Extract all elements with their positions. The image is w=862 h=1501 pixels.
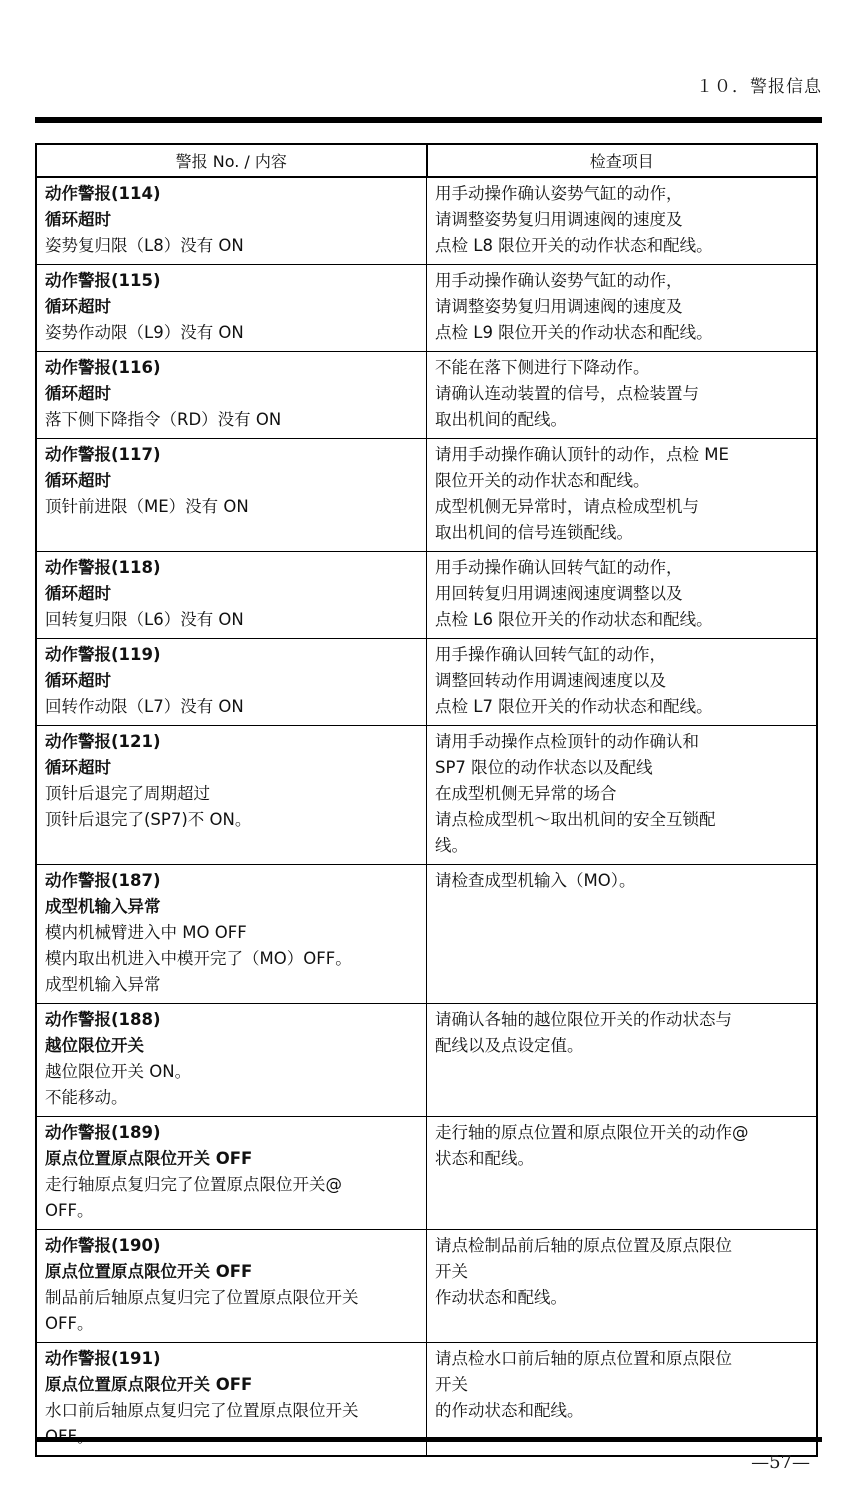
alarm-table [35, 143, 818, 1457]
alarm-content-cell [36, 552, 427, 639]
alarm-line: 循环超时 [45, 210, 111, 229]
alarm-content-cell [36, 1004, 427, 1117]
alarm-line: 回转作动限（L7）没有 ON [45, 697, 244, 716]
check-items-cell [427, 639, 818, 726]
alarm-line: 成型机输入异常 [45, 897, 161, 916]
table-row [36, 177, 817, 265]
header-row [36, 144, 817, 177]
alarm-line: 模内机械臂进入中 MO OFF [45, 923, 247, 942]
check-line: 请用手动操作确认顶针的动作，点检 ME [435, 445, 729, 464]
table-row [36, 639, 817, 726]
table-row [36, 1230, 817, 1343]
check-line: 成型机侧无异常时，请点检成型机与 [435, 497, 699, 516]
alarm-line: 动作警报(118) [45, 558, 161, 577]
alarm-content-cell [36, 177, 427, 265]
check-line: 开关 [435, 1262, 468, 1281]
footer-rule [35, 1437, 822, 1442]
alarm-line: 动作警报(189) [45, 1123, 161, 1142]
alarm-line: 动作警报(190) [45, 1236, 161, 1255]
check-items-cell [427, 439, 818, 552]
header-rule [35, 117, 822, 123]
column-header-alarm-no: 警报 No. / 内容 [36, 144, 427, 177]
check-line: 取出机间的信号连锁配线。 [435, 523, 633, 542]
alarm-line: 姿势复归限（L8）没有 ON [45, 236, 244, 255]
alarm-line: 回转复归限（L6）没有 ON [45, 610, 244, 629]
alarm-line: 动作警报(188) [45, 1010, 161, 1029]
check-line: 请检查成型机输入（MO）。 [435, 871, 636, 890]
alarm-line: 原点位置原点限位开关 OFF [45, 1262, 253, 1281]
check-line: 配线以及点设定值。 [435, 1036, 584, 1055]
alarm-line: 姿势作动限（L9）没有 ON [45, 323, 244, 342]
table-row [36, 352, 817, 439]
check-line: 限位开关的动作状态和配线。 [435, 471, 650, 490]
alarm-line: 动作警报(121) [45, 732, 161, 751]
alarm-line: 顶针后退完了周期超过 [45, 784, 210, 803]
table-row [36, 265, 817, 352]
check-line: 用手动操作确认姿势气缸的动作， [435, 184, 683, 203]
check-items-cell [427, 552, 818, 639]
alarm-line: 成型机输入异常 [45, 975, 161, 994]
check-line: 请点检制品前后轴的原点位置及原点限位 [435, 1236, 732, 1255]
alarm-line: 走行轴原点复归完了位置原点限位开关@ [45, 1175, 342, 1194]
table-row [36, 439, 817, 552]
check-items-cell [427, 265, 818, 352]
alarm-content-cell [36, 439, 427, 552]
check-line: 点检 L9 限位开关的作动状态和配线。 [435, 323, 713, 342]
check-line: 用手动操作确认姿势气缸的动作， [435, 271, 683, 290]
alarm-line: 不能移动。 [45, 1088, 128, 1107]
alarm-table-body [36, 177, 817, 1456]
check-line: 请调整姿势复归用调速阀的速度及 [435, 297, 683, 316]
section-title: １０．警报信息 [696, 77, 822, 97]
alarm-line: 顶针前进限（ME）没有 ON [45, 497, 249, 516]
page-number: —57— [751, 1452, 810, 1473]
check-line: 点检 L7 限位开关的作动状态和配线。 [435, 697, 713, 716]
check-items-cell [427, 726, 818, 865]
check-line: 取出机间的配线。 [435, 410, 567, 429]
table-row [36, 1117, 817, 1230]
alarm-content-cell [36, 639, 427, 726]
check-items-cell [427, 352, 818, 439]
check-line: 点检 L6 限位开关的作动状态和配线。 [435, 610, 713, 629]
check-line: 在成型机侧无异常的场合 [435, 784, 617, 803]
alarm-table-header [36, 144, 817, 177]
check-line: 请点检成型机～取出机间的安全互锁配 [435, 810, 716, 829]
alarm-line: 循环超时 [45, 471, 111, 490]
table-row [36, 865, 817, 1004]
check-line: 请点检水口前后轴的原点位置和原点限位 [435, 1349, 732, 1368]
alarm-line: 循环超时 [45, 758, 111, 777]
check-line: 请调整姿势复归用调速阀的速度及 [435, 210, 683, 229]
check-line: 的作动状态和配线。 [435, 1401, 584, 1420]
check-line: 用手动操作确认回转气缸的动作， [435, 558, 683, 577]
check-items-cell [427, 1230, 818, 1343]
check-line: 用手操作确认回转气缸的动作， [435, 645, 666, 664]
check-line: 用回转复归用调速阀速度调整以及 [435, 584, 683, 603]
alarm-line: 动作警报(116) [45, 358, 161, 377]
table-row [36, 1004, 817, 1117]
alarm-line: 原点位置原点限位开关 OFF [45, 1375, 253, 1394]
check-line: 状态和配线。 [435, 1149, 534, 1168]
alarm-line: 顶针后退完了(SP7)不 ON。 [45, 810, 252, 829]
check-line: 开关 [435, 1375, 468, 1394]
alarm-content-cell [36, 265, 427, 352]
alarm-line: 动作警报(187) [45, 871, 161, 890]
alarm-content-cell [36, 352, 427, 439]
alarm-line: OFF。 [45, 1201, 94, 1220]
alarm-line: 制品前后轴原点复归完了位置原点限位开关 [45, 1288, 359, 1307]
alarm-content-cell [36, 865, 427, 1004]
alarm-content-cell [36, 726, 427, 865]
alarm-line: OFF。 [45, 1314, 94, 1333]
alarm-line: 循环超时 [45, 671, 111, 690]
alarm-line: 动作警报(114) [45, 184, 161, 203]
check-items-cell [427, 177, 818, 265]
alarm-line: 越位限位开关 ON。 [45, 1062, 192, 1081]
alarm-content-cell [36, 1230, 427, 1343]
check-line: 点检 L8 限位开关的动作状态和配线。 [435, 236, 713, 255]
alarm-content-cell [36, 1117, 427, 1230]
check-items-cell [427, 1004, 818, 1117]
alarm-line: 循环超时 [45, 584, 111, 603]
alarm-line: 原点位置原点限位开关 OFF [45, 1149, 253, 1168]
check-items-cell [427, 1117, 818, 1230]
alarm-line: 动作警报(115) [45, 271, 161, 290]
check-line: 请确认连动装置的信号，点检装置与 [435, 384, 699, 403]
alarm-line: 落下侧下降指令（RD）没有 ON [45, 410, 282, 429]
alarm-line: 水口前后轴原点复归完了位置原点限位开关 [45, 1401, 359, 1420]
alarm-line: 动作警报(119) [45, 645, 161, 664]
table-row [36, 552, 817, 639]
check-line: 走行轴的原点位置和原点限位开关的动作@ [435, 1123, 749, 1142]
alarm-line: 动作警报(117) [45, 445, 161, 464]
check-line: 线。 [435, 836, 468, 855]
check-line: 请确认各轴的越位限位开关的作动状态与 [435, 1010, 732, 1029]
check-line: 作动状态和配线。 [435, 1288, 567, 1307]
check-line: SP7 限位的动作状态以及配线 [435, 758, 653, 777]
check-line: 不能在落下侧进行下降动作。 [435, 358, 650, 377]
check-items-cell [427, 865, 818, 1004]
alarm-line: 动作警报(191) [45, 1349, 161, 1368]
alarm-line: 越位限位开关 [45, 1036, 144, 1055]
check-line: 请用手动操作点检顶针的动作确认和 [435, 732, 699, 751]
alarm-line: 循环超时 [45, 297, 111, 316]
alarm-line: 模内取出机进入中模开完了（MO）OFF。 [45, 949, 352, 968]
table-row [36, 726, 817, 865]
alarm-line: 循环超时 [45, 384, 111, 403]
check-line: 调整回转动作用调速阀速度以及 [435, 671, 666, 690]
column-header-check-items: 检查项目 [427, 144, 818, 177]
